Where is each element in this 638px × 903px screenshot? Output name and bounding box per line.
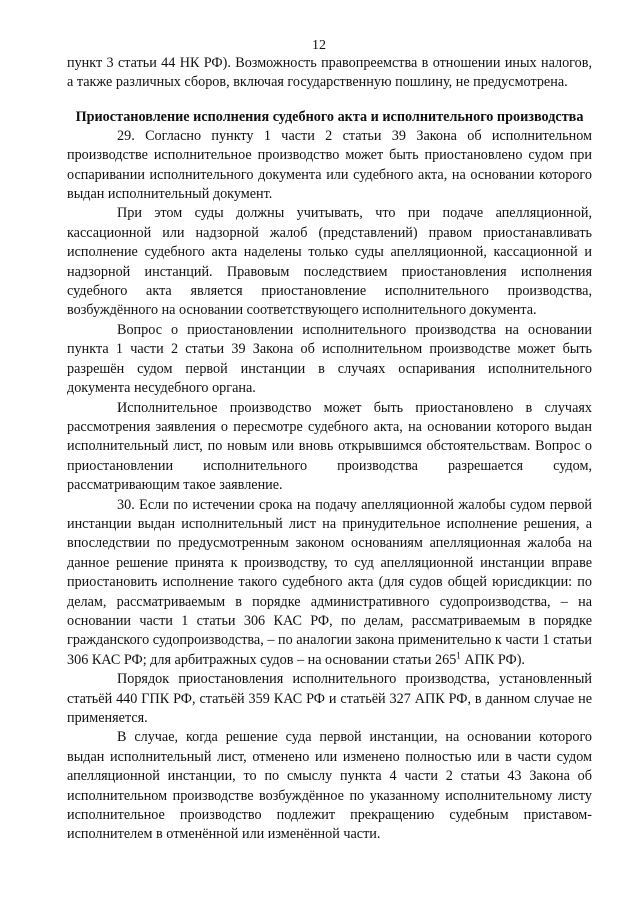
paragraph-question: Вопрос о приостановлении исполнительного производства на основании пункта 1 части 2 статьи 39 Закона об исполнительном производстве может быть разрешён судом первой инстанции в случаях оспаривания исполнительного документа несудебного органа. (67, 321, 592, 397)
paragraph-30 (67, 496, 592, 671)
paragraph-order: Порядок приостановления исполнительного производства, установленный статьёй 440 ГПК РФ, статьёй 359 КАС РФ и статьёй 327 АПК РФ, в данном случае не применяется. (67, 671, 592, 726)
paragraph-courts: При этом суды должны учитывать, что при подаче апелляционной, кассационной или надзорной жалоб (представлений) правом приостанавливать исполнение судебного акта наделены только суды апелляционной, кассационной и надзорной инстанций. Правовым последствием приостановления исполнения судебного акта является приостановление исполнительного производства, возбуждённого на основании соответствующего исполнительного документа. (67, 205, 592, 319)
section-heading: Приостановление исполнения судебного акта и исполнительного производства (75, 108, 584, 125)
paragraph-review: Исполнительное производство может быть приостановлено в случаях рассмотрения заявления о пересмотре судебного акта, на основании которого выдан исполнительный лист, по новым или вновь открывшимся обстоятельствам. Вопрос о приостановлении исполнительного производства разрешается судом, рассматривающим такое заявление. (67, 399, 592, 494)
paragraph-30-tail: АПК РФ). (460, 651, 525, 668)
paragraph-continuation: пункт 3 статьи 44 НК РФ). Возможность правопреемства в отношении иных налогов, а также различных сборов, включая государственную пошлину, не предусмотрена. (67, 55, 592, 91)
paragraph-30-main: 30. Если по истечении срока на подачу апелляционной жалобы судом первой инстанции выдан исполнительный лист на принудительное исполнение решения, а впоследствии по предусмотренным законом основаниям апелляционная жалоба на данное решение принята к производству, то суд апелляционной инстанции вправе приостановить исполнение такого судебного акта (для судов общей юрисдикции: по делам, рассматриваемым в порядке административного судопроизводства, – на основании части 1 статьи 306 КАС РФ, по делам, рассматриваемым в порядке гражданского судопроизводства, – по аналогии закона применительно к части 1 статьи 306 КАС РФ; для арбитражных судов – на основании статьи 265 (67, 496, 592, 668)
paragraph-cancel: В случае, когда решение суда первой инстанции, на основании которого выдан исполнительный лист, отменено или изменено полностью или в части судом апелляционной инстанции, то по смыслу пункта 4 части 2 статьи 43 Закона об исполнительном производстве возбуждённое по указанному исполнительному листу исполнительное производство подлежит прекращению судебным приставом-исполнителем в отменённой или изменённой части. (67, 729, 592, 843)
paragraph-29: 29. Согласно пункту 1 части 2 статьи 39 Закона об исполнительном производстве исполнительное производство может быть приостановлено судом при оспаривании исполнительного документа или судебного акта, на основании которого выдан исполнительный документ. (67, 127, 592, 203)
document-page (67, 38, 592, 845)
article-superscript: 1 (456, 650, 461, 661)
page-number: 12 (312, 38, 326, 53)
